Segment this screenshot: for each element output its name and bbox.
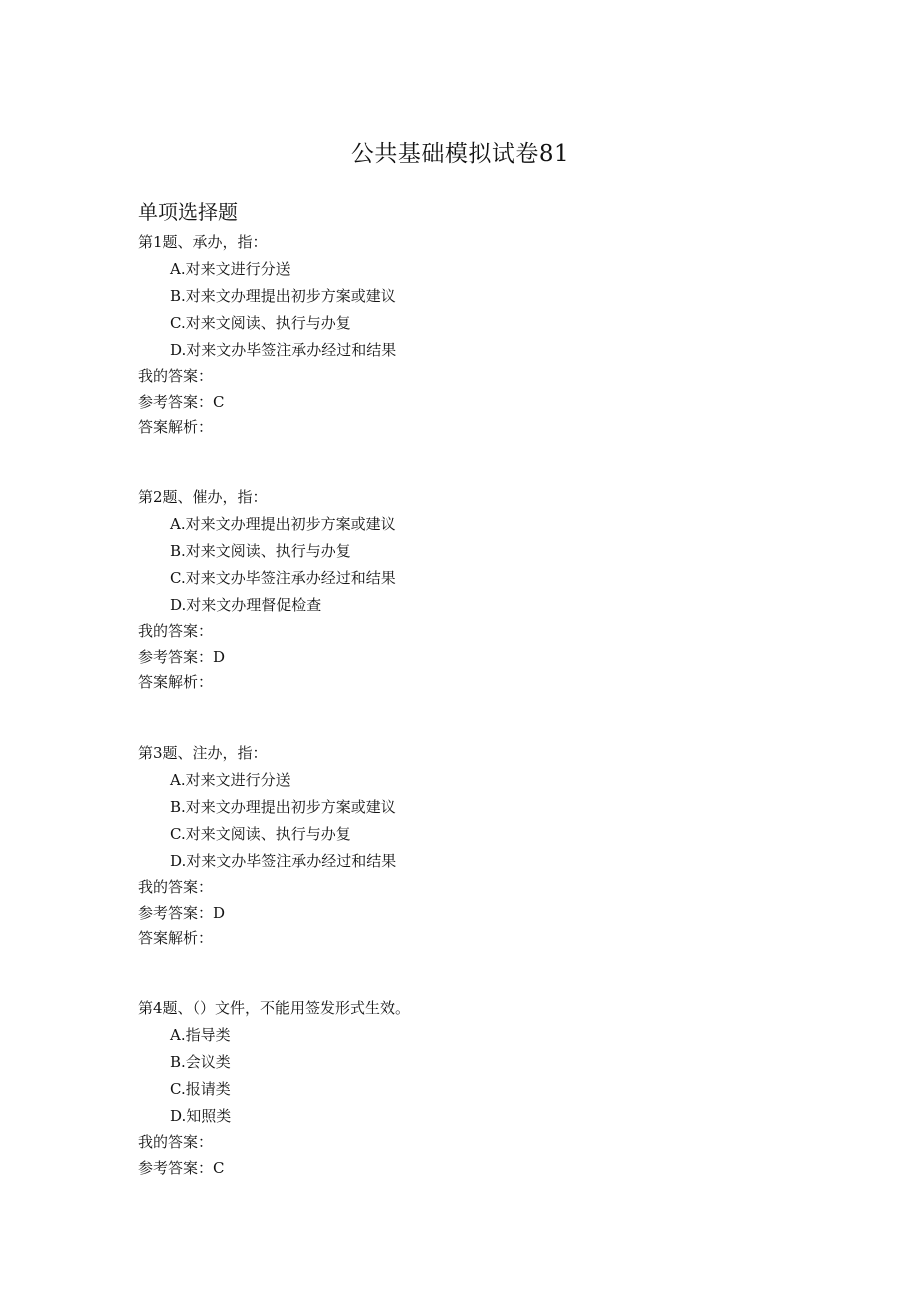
option-d: D.对来文办理督促检查 <box>170 596 322 614</box>
question-stem: 第2题、催办，指： <box>138 488 268 506</box>
reference-answer <box>138 1156 838 1182</box>
option-c: C.对来文阅读、执行与办复 <box>170 314 351 332</box>
analysis-label: 答案解析： <box>138 929 214 947</box>
my-answer-label: 我的答案： <box>138 367 214 385</box>
option-b: B.对来文办理提出初步方案或建议 <box>170 287 396 305</box>
option-b: B.对来文办理提出初步方案或建议 <box>170 798 396 816</box>
reference-answer <box>138 901 838 927</box>
option-c: C.对来文阅读、执行与办复 <box>170 825 351 843</box>
my-answer <box>138 619 838 645</box>
my-answer <box>138 1130 838 1156</box>
analysis-label: 答案解析： <box>138 418 214 436</box>
reference-answer <box>138 390 838 416</box>
my-answer-label: 我的答案： <box>138 878 214 896</box>
my-answer <box>138 875 838 901</box>
my-answer <box>138 364 838 390</box>
reference-answer-label: 参考答案： <box>138 392 214 411</box>
question-stem: 第4题、（）文件，不能用签发形式生效。 <box>138 999 411 1017</box>
reference-answer-label: 参考答案： <box>138 1158 214 1177</box>
section-title: 单项选择题 <box>138 200 238 224</box>
reference-answer-value: C <box>213 1158 225 1177</box>
reference-answer-value: C <box>213 392 225 411</box>
option-a: A.对来文进行分送 <box>170 260 291 278</box>
my-answer-label: 我的答案： <box>138 622 214 640</box>
option-c: C.报请类 <box>170 1080 231 1098</box>
question-3 <box>138 740 838 952</box>
option-a: A.对来文进行分送 <box>170 771 291 789</box>
analysis-label: 答案解析： <box>138 673 214 691</box>
option-d: D.对来文办毕签注承办经过和结果 <box>170 852 397 870</box>
document-title: 公共基础模拟试卷81 <box>350 141 570 167</box>
reference-answer-label: 参考答案： <box>138 903 214 922</box>
question-stem: 第1题、承办，指： <box>138 233 268 251</box>
question-4 <box>138 995 838 1181</box>
reference-answer-value: D <box>213 903 226 922</box>
reference-answer <box>138 645 838 671</box>
option-d: D.知照类 <box>170 1107 232 1125</box>
option-a: A.指导类 <box>170 1026 231 1044</box>
question-2 <box>138 484 838 696</box>
question-stem: 第3题、注办，指： <box>138 744 268 762</box>
answer-analysis <box>138 415 838 441</box>
option-a: A.对来文办理提出初步方案或建议 <box>170 515 396 533</box>
option-c: C.对来文办毕签注承办经过和结果 <box>170 569 396 587</box>
question-1 <box>138 229 838 441</box>
my-answer-label: 我的答案： <box>138 1133 214 1151</box>
option-d: D.对来文办毕签注承办经过和结果 <box>170 341 397 359</box>
answer-analysis <box>138 670 838 696</box>
option-b: B.对来文阅读、执行与办复 <box>170 542 351 560</box>
answer-analysis <box>138 926 838 952</box>
reference-answer-value: D <box>213 647 226 666</box>
reference-answer-label: 参考答案： <box>138 647 214 666</box>
option-b: B.会议类 <box>170 1053 231 1071</box>
